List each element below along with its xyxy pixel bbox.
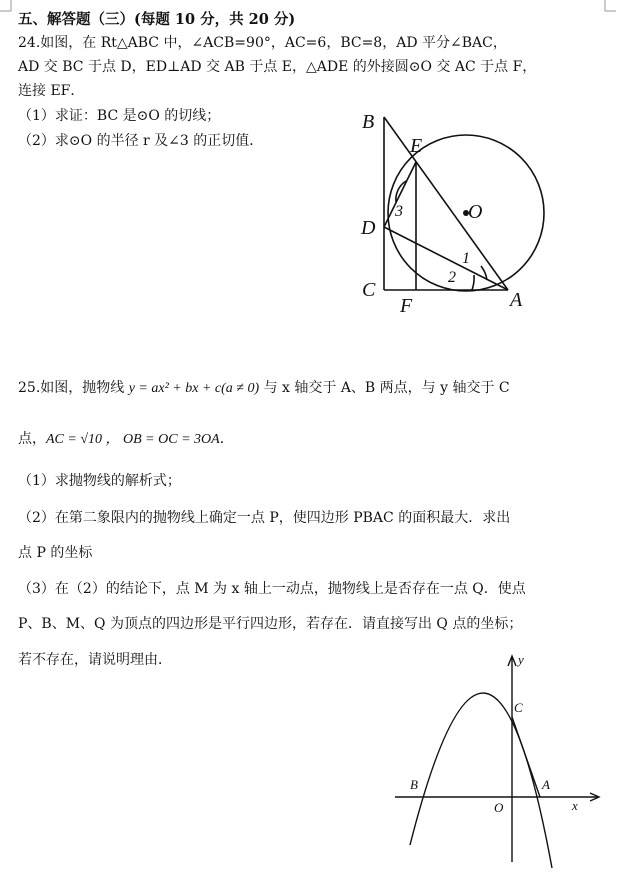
- crop-mark-top-right: [604, 0, 616, 12]
- q24-line-3: 连接 EF．: [18, 83, 85, 99]
- q24-line-1: 24.如图，在 Rt△ABC 中，∠ACB=90°，AC=6，BC=8，AD 平分∠BAC，: [18, 35, 507, 51]
- q25-line-2: [18, 429, 234, 450]
- crop-mark-top-left: [0, 0, 12, 12]
- q25-line-1-suffix: 与 x 轴交于 A、B 两点，与 y 轴交于 C: [259, 380, 510, 396]
- section-heading: 五、解答题（三）(每题 10 分，共 20 分): [18, 11, 296, 28]
- label-a: A: [510, 289, 523, 311]
- q25-part-2b: 点 P 的坐标: [18, 545, 93, 561]
- q25-part-3b: P、B、M、Q 为顶点的四边形是平行四边形，若存在．请直接写出 Q 点的坐标；: [18, 616, 523, 632]
- q24-line-2: AD 交 BC 于点 D，ED⊥AD 交 AB 于点 E，△ADE 的外接圆⊙O 交 AC 于点 F，: [18, 59, 537, 75]
- label-c: C: [362, 279, 376, 301]
- q25-line-1-prefix: 25.如图，抛物线: [18, 380, 129, 396]
- label-1: 1: [462, 250, 470, 267]
- q25-conditions: AC = √10 ， OB = OC = 3OA: [46, 432, 220, 447]
- point-label-b: B: [410, 777, 418, 792]
- q25-equation: y = ax² + bx + c(a ≠ 0): [128, 381, 260, 396]
- label-f: F: [400, 295, 413, 317]
- label-3: 3: [395, 203, 403, 220]
- origin-label-o: O: [494, 800, 504, 815]
- q24-part-2: （2）求⊙O 的半径 r 及∠3 的正切值．: [18, 133, 264, 149]
- q25-line-2-suffix: ．: [219, 431, 234, 447]
- axis-label-x: x: [572, 798, 578, 813]
- q24-geometry-figure: [350, 100, 550, 320]
- q25-parabola-figure: [390, 650, 610, 870]
- point-label-c: C: [514, 700, 523, 715]
- q25-part-2a: （2）在第二象限内的抛物线上确定一点 P，使四边形 PBAC 的面积最大．求出: [18, 510, 511, 526]
- label-e: E: [410, 135, 423, 157]
- angle-2-arc: [472, 275, 474, 290]
- label-d: D: [361, 217, 376, 239]
- q25-line-2-prefix: 点，: [18, 431, 46, 447]
- axis-label-y: y: [518, 652, 524, 667]
- q25-line-1: [18, 378, 510, 399]
- segment-ca-parabola: [512, 717, 540, 797]
- q25-part-3a: （3）在（2）的结论下，点 M 为 x 轴上一动点，抛物线上是否存在一点 Q．使点: [18, 581, 526, 597]
- parabola-curve: [410, 693, 552, 868]
- label-o: O: [468, 201, 483, 223]
- q25-part-1: （1）求抛物线的解析式；: [18, 473, 181, 489]
- q24-part-1: （1）求证：BC 是⊙O 的切线；: [18, 108, 221, 124]
- point-label-a: A: [542, 777, 550, 792]
- label-2: 2: [448, 269, 456, 286]
- q25-part-3c: 若不存在，请说明理由．: [18, 652, 172, 668]
- label-b: B: [362, 111, 375, 133]
